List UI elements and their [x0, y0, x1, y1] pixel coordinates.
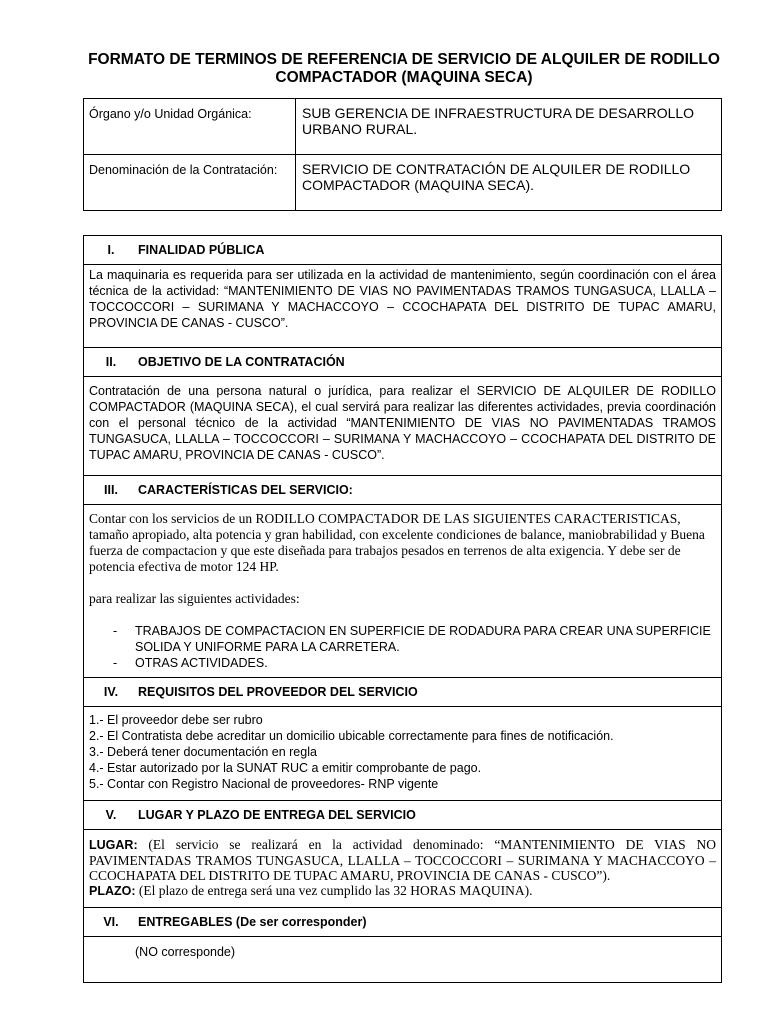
- section-5-number: V.: [105, 808, 117, 822]
- plazo-paragraph: [89, 883, 716, 899]
- section-6-heading: ENTREGABLES (De ser corresponder): [138, 915, 367, 929]
- info-row-denominacion: [84, 155, 722, 211]
- info-table: [83, 98, 722, 211]
- section-4-header: [84, 678, 722, 707]
- denominacion-value: SERVICIO DE CONTRATACIÓN DE ALQUILER DE RODILLO COMPACTADOR (MAQUINA SECA).: [296, 155, 722, 211]
- lugar-label: LUGAR:: [89, 838, 138, 852]
- section-6-header: [84, 908, 722, 937]
- denominacion-label: Denominación de la Contratación:: [84, 155, 296, 211]
- section-6-body-row: [84, 937, 722, 983]
- section-3-number: III.: [104, 483, 118, 497]
- organo-value: SUB GERENCIA DE INFRAESTRUCTURA DE DESARROLLO URBANO RURAL.: [296, 99, 722, 155]
- sections-table: [83, 235, 722, 983]
- section-3-body: Contar con los servicios de un RODILLO COMPACTADOR DE LAS SIGUIENTES CARACTERISTICAS, tamaño apropiado, alta potencia y gran habilidad, con excelente condiciones de balance, maniobrabilidad y Buena fuerza de compactacion y que este diseñada para trabajos pesados en terrenos de alta exigencia. Y debe ser de potencia efectiva de motor 124 HP.: [89, 511, 705, 574]
- section-4-body-row: [84, 707, 722, 801]
- section-3-heading: CARACTERÍSTICAS DEL SERVICIO:: [138, 483, 353, 497]
- list-item: 5.- Contar con Registro Nacional de proveedores- RNP vigente: [89, 777, 439, 791]
- section-2-number: II.: [105, 355, 117, 369]
- section-6-body: (NO corresponde): [135, 945, 236, 959]
- list-item: 1.- El proveedor debe ser rubro: [89, 713, 263, 727]
- section-6-number: VI.: [103, 915, 119, 929]
- organo-label: Órgano y/o Unidad Orgánica:: [84, 99, 296, 155]
- section-2-header: [84, 348, 722, 377]
- section-3-bullets: [89, 623, 716, 671]
- section-1-body-row: [84, 265, 722, 348]
- info-row-organo: [84, 99, 722, 155]
- section-5-header: [84, 801, 722, 830]
- section-3-header: [84, 476, 722, 505]
- list-item: 2.- El Contratista debe acreditar un domicilio ubicable correctamente para fines de notificación.: [89, 729, 614, 743]
- document-title: FORMATO DE TERMINOS DE REFERENCIA DE SERVICIO DE ALQUILER DE RODILLO COMPACTADOR (MAQUINA SECA): [88, 51, 720, 86]
- plazo-text: (El plazo de entrega será una vez cumplido las 32 HORAS MAQUINA).: [135, 883, 533, 898]
- list-item: 3.- Deberá tener documentación en regla: [89, 745, 317, 759]
- plazo-label: PLAZO:: [89, 884, 136, 898]
- section-1-body: La maquinaria es requerida para ser utilizada en la actividad de mantenimiento, según coordinación con el área técnica de la actividad: “MANTENIMIENTO DE VIAS NO PAVIMENTADAS TRAMOS TUNGASUCA, LLALLA – TOCCOCCORI – SURIMANA Y MACHACCOYO – CCOCHAPATA DEL DISTRITO DE TUPAC AMARU, PROVINCIA DE CANAS - CUSCO”.: [89, 268, 716, 330]
- section-5-heading: LUGAR Y PLAZO DE ENTREGA DEL SERVICIO: [138, 808, 416, 822]
- section-1-header: [84, 236, 722, 265]
- lugar-text: (El servicio se realizará en la actividad denominado: “MANTENIMIENTO DE VIAS NO PAVIMENTADAS TRAMOS TUNGASUCA, LLALLA – TOCCOCCORI – SURIMANA Y MACHACCOYO – CCOCHAPATA DEL DISTRITO DE TUPAC AMARU, PROVINCIA DE CANAS - CUSCO”).: [89, 837, 716, 883]
- section-2-body-row: [84, 377, 722, 476]
- section-2-body: Contratación de una persona natural o jurídica, para realizar el SERVICIO DE ALQUILER DE RODILLO COMPACTADOR (MAQUINA SECA), el cual servirá para realizar las diferentes actividades, previa coordinación con el personal técnico de la actividad “MANTENIMIENTO DE VIAS NO PAVIMENTADAS TRAMOS TUNGASUCA, LLALLA – TOCCOCCORI – SURIMANA Y MACHACCOYO – CCOCHAPATA DEL DISTRITO DE TUPAC AMARU, PROVINCIA DE CANAS - CUSCO”.: [89, 384, 716, 462]
- section-1-number: I.: [107, 243, 115, 257]
- list-item: - OTRAS ACTIVIDADES.: [113, 656, 268, 670]
- section-4-heading: REQUISITOS DEL PROVEEDOR DEL SERVICIO: [138, 685, 418, 699]
- lugar-paragraph: [89, 837, 716, 883]
- section-2-heading: OBJETIVO DE LA CONTRATACIÓN: [138, 355, 345, 369]
- section-1-heading: FINALIDAD PÚBLICA: [138, 243, 265, 257]
- section-4-number: IV.: [103, 685, 119, 699]
- section-3-body-row: [84, 505, 722, 678]
- section-3-intro: para realizar las siguientes actividades:: [89, 591, 300, 606]
- list-item: - TRABAJOS DE COMPACTACION EN SUPERFICIE DE RODADURA PARA CREAR UNA SUPERFICIE SOLIDA Y UNIFORME PARA LA CARRETERA.: [113, 624, 711, 654]
- list-item: 4.- Estar autorizado por la SUNAT RUC a emitir comprobante de pago.: [89, 761, 482, 775]
- section-5-body-row: [84, 830, 722, 908]
